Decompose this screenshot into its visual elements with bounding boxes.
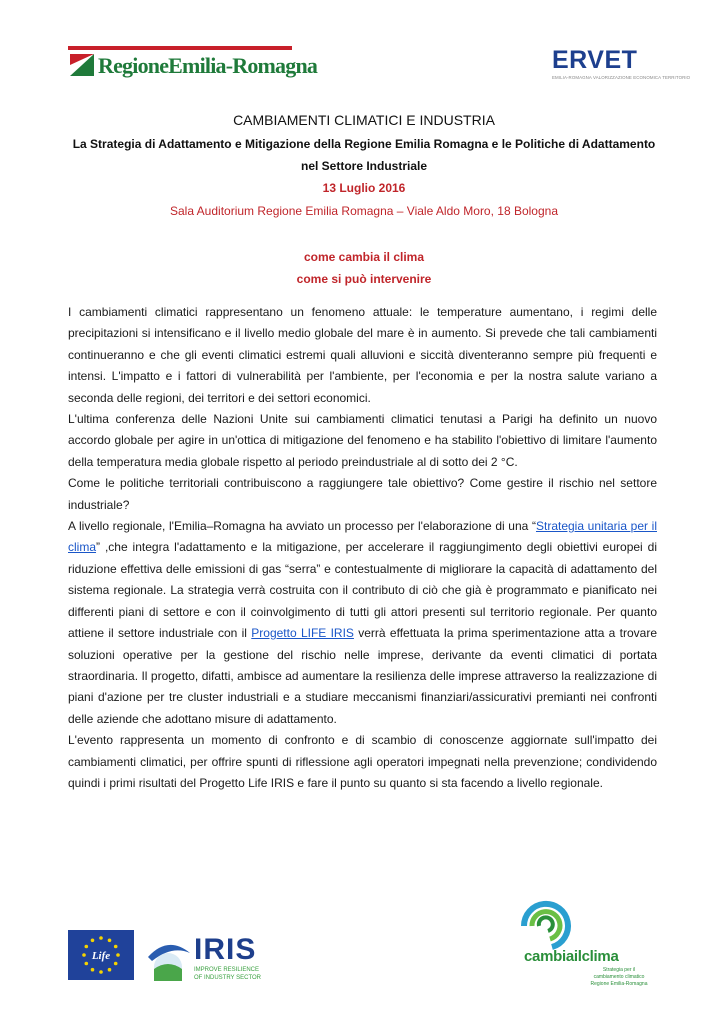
slogan-line: come si può intervenire: [296, 272, 432, 286]
iris-logo-text: IRIS: [194, 933, 257, 966]
cambia-tagline: Strategia per il: [602, 967, 636, 973]
iris-emblem-icon: [146, 935, 192, 985]
eu-life-logo: [68, 930, 134, 980]
paragraph: L'evento rappresenta un momento di confronto e di scambio di conoscenze aggiornate sull'impatto dei cambiamenti climatici, per offrire spunti di riflessione agli operatori impegnati nella prevenzione; condividendo quindi i primi risultati del Progetto Life IRIS e fare il punto su quanto si sta facendo a livello regionale.: [68, 733, 657, 790]
cambia-swirl-icon: [512, 900, 582, 952]
cambia-tagline: Regione Emilia-Romagna: [590, 981, 648, 987]
logo-text: RegioneEmilia-Romagna: [98, 53, 318, 78]
paragraph: L'ultima conferenza delle Nazioni Unite sui cambiamenti climatici tenutasi a Parigi ha definito un nuovo accordo globale per agire in un'ottica di mitigazione del fenomeno e ha stabilito l'obiettivo di limitare l'aumento della temperatura media globale rispetto al periodo preindustriale al di sotto dei 2 °C.: [68, 412, 657, 469]
paragraph: I cambiamenti climatici rappresentano un fenomeno attuale: le temperature aumentano, i regimi delle precipitazioni si intensificano e il livello medio globale del mare è in aumento. Si prevede che tali cambiamenti continueranno e che gli eventi climatici estremi quali alluvioni e siccità diventeranno sempre più frequenti e intensi. L'impatto e i fattori di vulnerabilità per l'ambiente, per l'economia e per la nostra salute variano a seconda delle regioni, dei territori e dei settori economici.: [68, 305, 657, 405]
eu-logo-text: Life: [91, 950, 111, 962]
paragraph-text: verrà effettuata la prima sperimentazione atta a trovare soluzioni operative per la gestione del rischio nelle imprese, derivante da eventi climatici di portata straordinaria. Il progetto, difatti, ambisce ad aumentare la resilienza delle imprese attraverso la realizzazione di piani d'azione per tre cluster industriali e a studiare meccanismi finanziari/assicurativi premianti nei confronti delle aziende che adottano misure di adattamento.: [68, 626, 658, 726]
flag-icon: [70, 54, 94, 76]
cambiailclima-logo: [506, 900, 656, 995]
event-slogans: [68, 246, 660, 290]
cambia-logo-text: cambiailclima: [524, 948, 619, 965]
slogan-line: come cambia il clima: [303, 250, 425, 264]
cambia-tagline: cambiamento climatico: [593, 974, 645, 980]
event-title: CAMBIAMENTI CLIMATICI E INDUSTRIA: [233, 112, 495, 128]
regione-emilia-romagna-logo: [68, 46, 318, 80]
event-subtitle: La Strategia di Adattamento e Mitigazione della Regione Emilia Romagna e le Politiche di Adattamento nel Settore Industriale: [72, 137, 656, 173]
strategia-link[interactable]: Strategia unitaria per il clima: [68, 519, 657, 555]
paragraph-text: A livello regionale, l'Emilia–Romagna ha avviato un processo per l'elaborazione di una “: [68, 519, 536, 534]
iris-tagline: OF INDUSTRY SECTOR: [194, 975, 262, 981]
iris-logo: [146, 935, 276, 985]
event-venue: Sala Auditorium Regione Emilia Romagna – Viale Aldo Moro, 18 Bologna: [169, 204, 558, 218]
paragraph-text: ” ,che integra l'adattamento e la mitigazione, per accelerare il raggiungimento degli obiettivi europei di riduzione effettiva delle emissioni di gas “serra” e contestualmente di migliorare la capacità di adattamento del sistema regionale. La strategia verrà costruita con il contributo di ciò che già è programmato e pianificato nei differenti piani di settore e con il coinvolgimento di tutti gli attori presenti sul territorio regionale. Per quanto attiene il settore industriale con il: [68, 540, 657, 641]
ervet-logo: [550, 46, 691, 82]
event-header: [68, 111, 660, 290]
eu-stars-icon: [68, 930, 134, 980]
logo-red-bar: [68, 46, 292, 50]
ervet-logo-text: ERVET: [552, 46, 638, 74]
progetto-life-iris-link[interactable]: Progetto LIFE IRIS: [251, 626, 354, 641]
iris-tagline: IMPROVE RESILIENCE: [194, 967, 260, 973]
paragraph: [68, 516, 657, 730]
paragraph: Come le politiche territoriali contribuiscono a raggiungere tale obiettivo? Come gestire il rischio nel settore industriale?: [68, 476, 657, 512]
document-body: [68, 302, 657, 794]
event-date: 13 Luglio 2016: [322, 181, 406, 195]
ervet-tagline: EMILIA-ROMAGNA VALORIZZAZIONE ECONOMICA TERRITORIO: [552, 75, 691, 80]
